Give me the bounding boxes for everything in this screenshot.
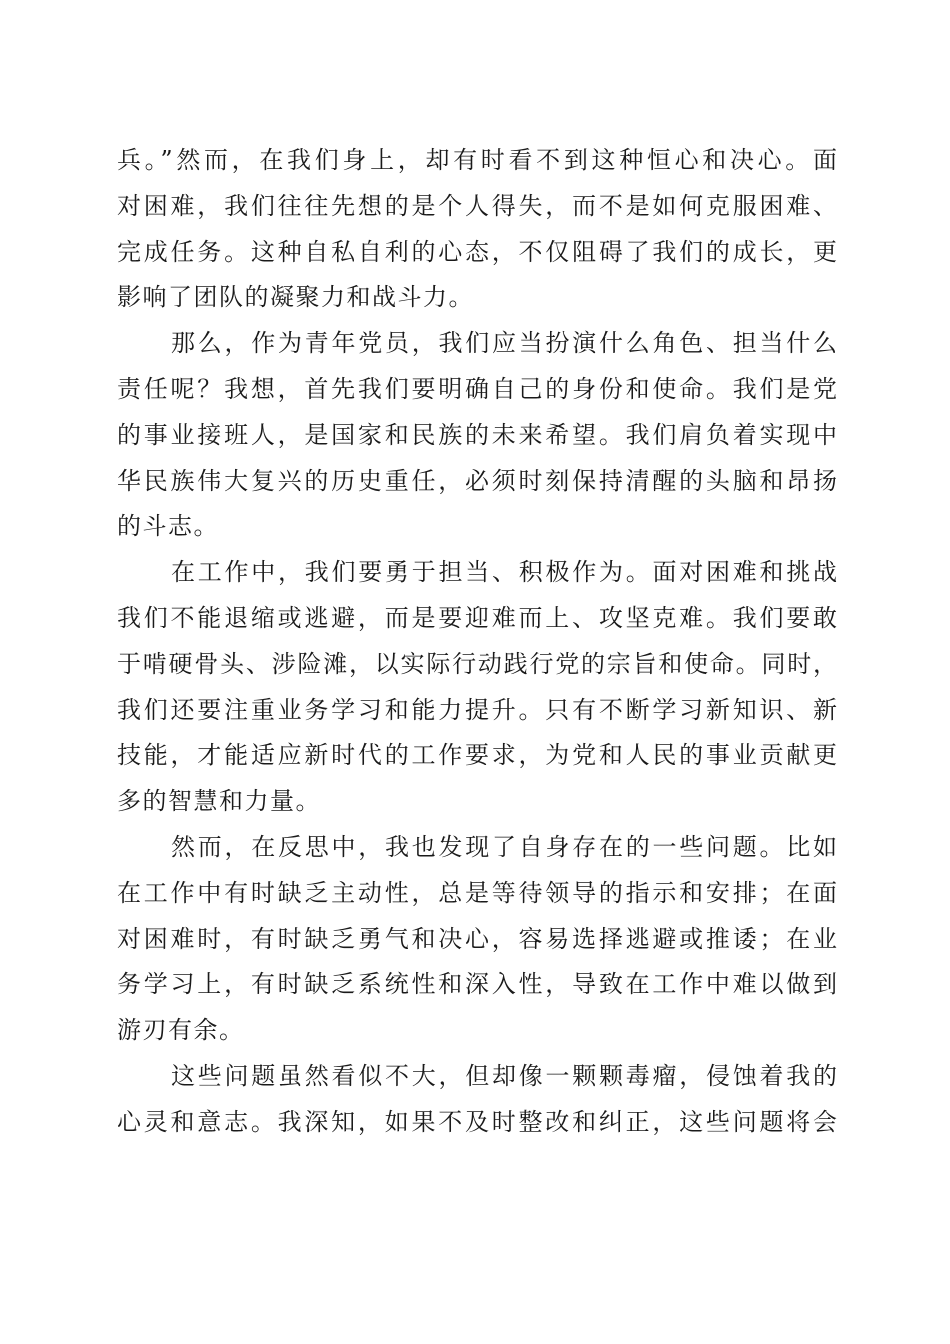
text-line: 对困难，我们往往先想的是个人得失，而不是如何克服困难、 — [117, 191, 837, 220]
text-line: 完成任务。这种自私自利的心态，不仅阻碍了我们的成长，更 — [117, 237, 837, 266]
text-line: 的事业接班人，是国家和民族的未来希望。我们肩负着实现中 — [117, 420, 837, 449]
text-line: 在工作中有时缺乏主动性，总是等待领导的指示和安排；在面 — [117, 878, 837, 907]
text-line: 务学习上，有时缺乏系统性和深入性，导致在工作中难以做到 — [117, 970, 837, 999]
text-line: 在工作中，我们要勇于担当、积极作为。面对困难和挑战 — [171, 558, 837, 587]
text-line: 游刃有余。 — [117, 1016, 245, 1045]
text-line: 我们还要注重业务学习和能力提升。只有不断学习新知识、新 — [117, 695, 837, 724]
text-line: 技能，才能适应新时代的工作要求，为党和人民的事业贡献更 — [117, 741, 837, 770]
text-line: 然而，在反思中，我也发现了自身存在的一些问题。比如 — [171, 832, 837, 861]
paragraph — [117, 550, 837, 825]
text-line: 那么，作为青年党员，我们应当扮演什么角色、担当什么 — [171, 329, 837, 358]
text-line: 心灵和意志。我深知，如果不及时整改和纠正，这些问题将会 — [117, 1107, 837, 1136]
text-line: 多的智慧和力量。 — [117, 787, 321, 816]
text-line: 于啃硬骨头、涉险滩，以实际行动践行党的宗旨和使命。同时， — [117, 649, 837, 678]
text-line: 责任呢？我想，首先我们要明确自己的身份和使命。我们是党 — [117, 374, 837, 403]
paragraph — [117, 138, 837, 321]
text-line: 的斗志。 — [117, 512, 219, 541]
paragraph — [117, 321, 837, 550]
text-line: 这些问题虽然看似不大，但却像一颗颗毒瘤，侵蚀着我的 — [171, 1061, 837, 1090]
paragraph — [117, 825, 837, 1054]
paragraph — [117, 1054, 837, 1146]
text-line: 兵。”然而，在我们身上，却有时看不到这种恒心和决心。面 — [117, 146, 837, 174]
text-line: 华民族伟大复兴的历史重任，必须时刻保持清醒的头脑和昂扬 — [117, 466, 837, 495]
document-body — [117, 138, 837, 1146]
text-line: 对困难时，有时缺乏勇气和决心，容易选择逃避或推诿；在业 — [117, 924, 837, 953]
text-line: 影响了团队的凝聚力和战斗力。 — [117, 283, 474, 312]
text-line: 我们不能退缩或逃避，而是要迎难而上、攻坚克难。我们要敢 — [117, 603, 837, 632]
